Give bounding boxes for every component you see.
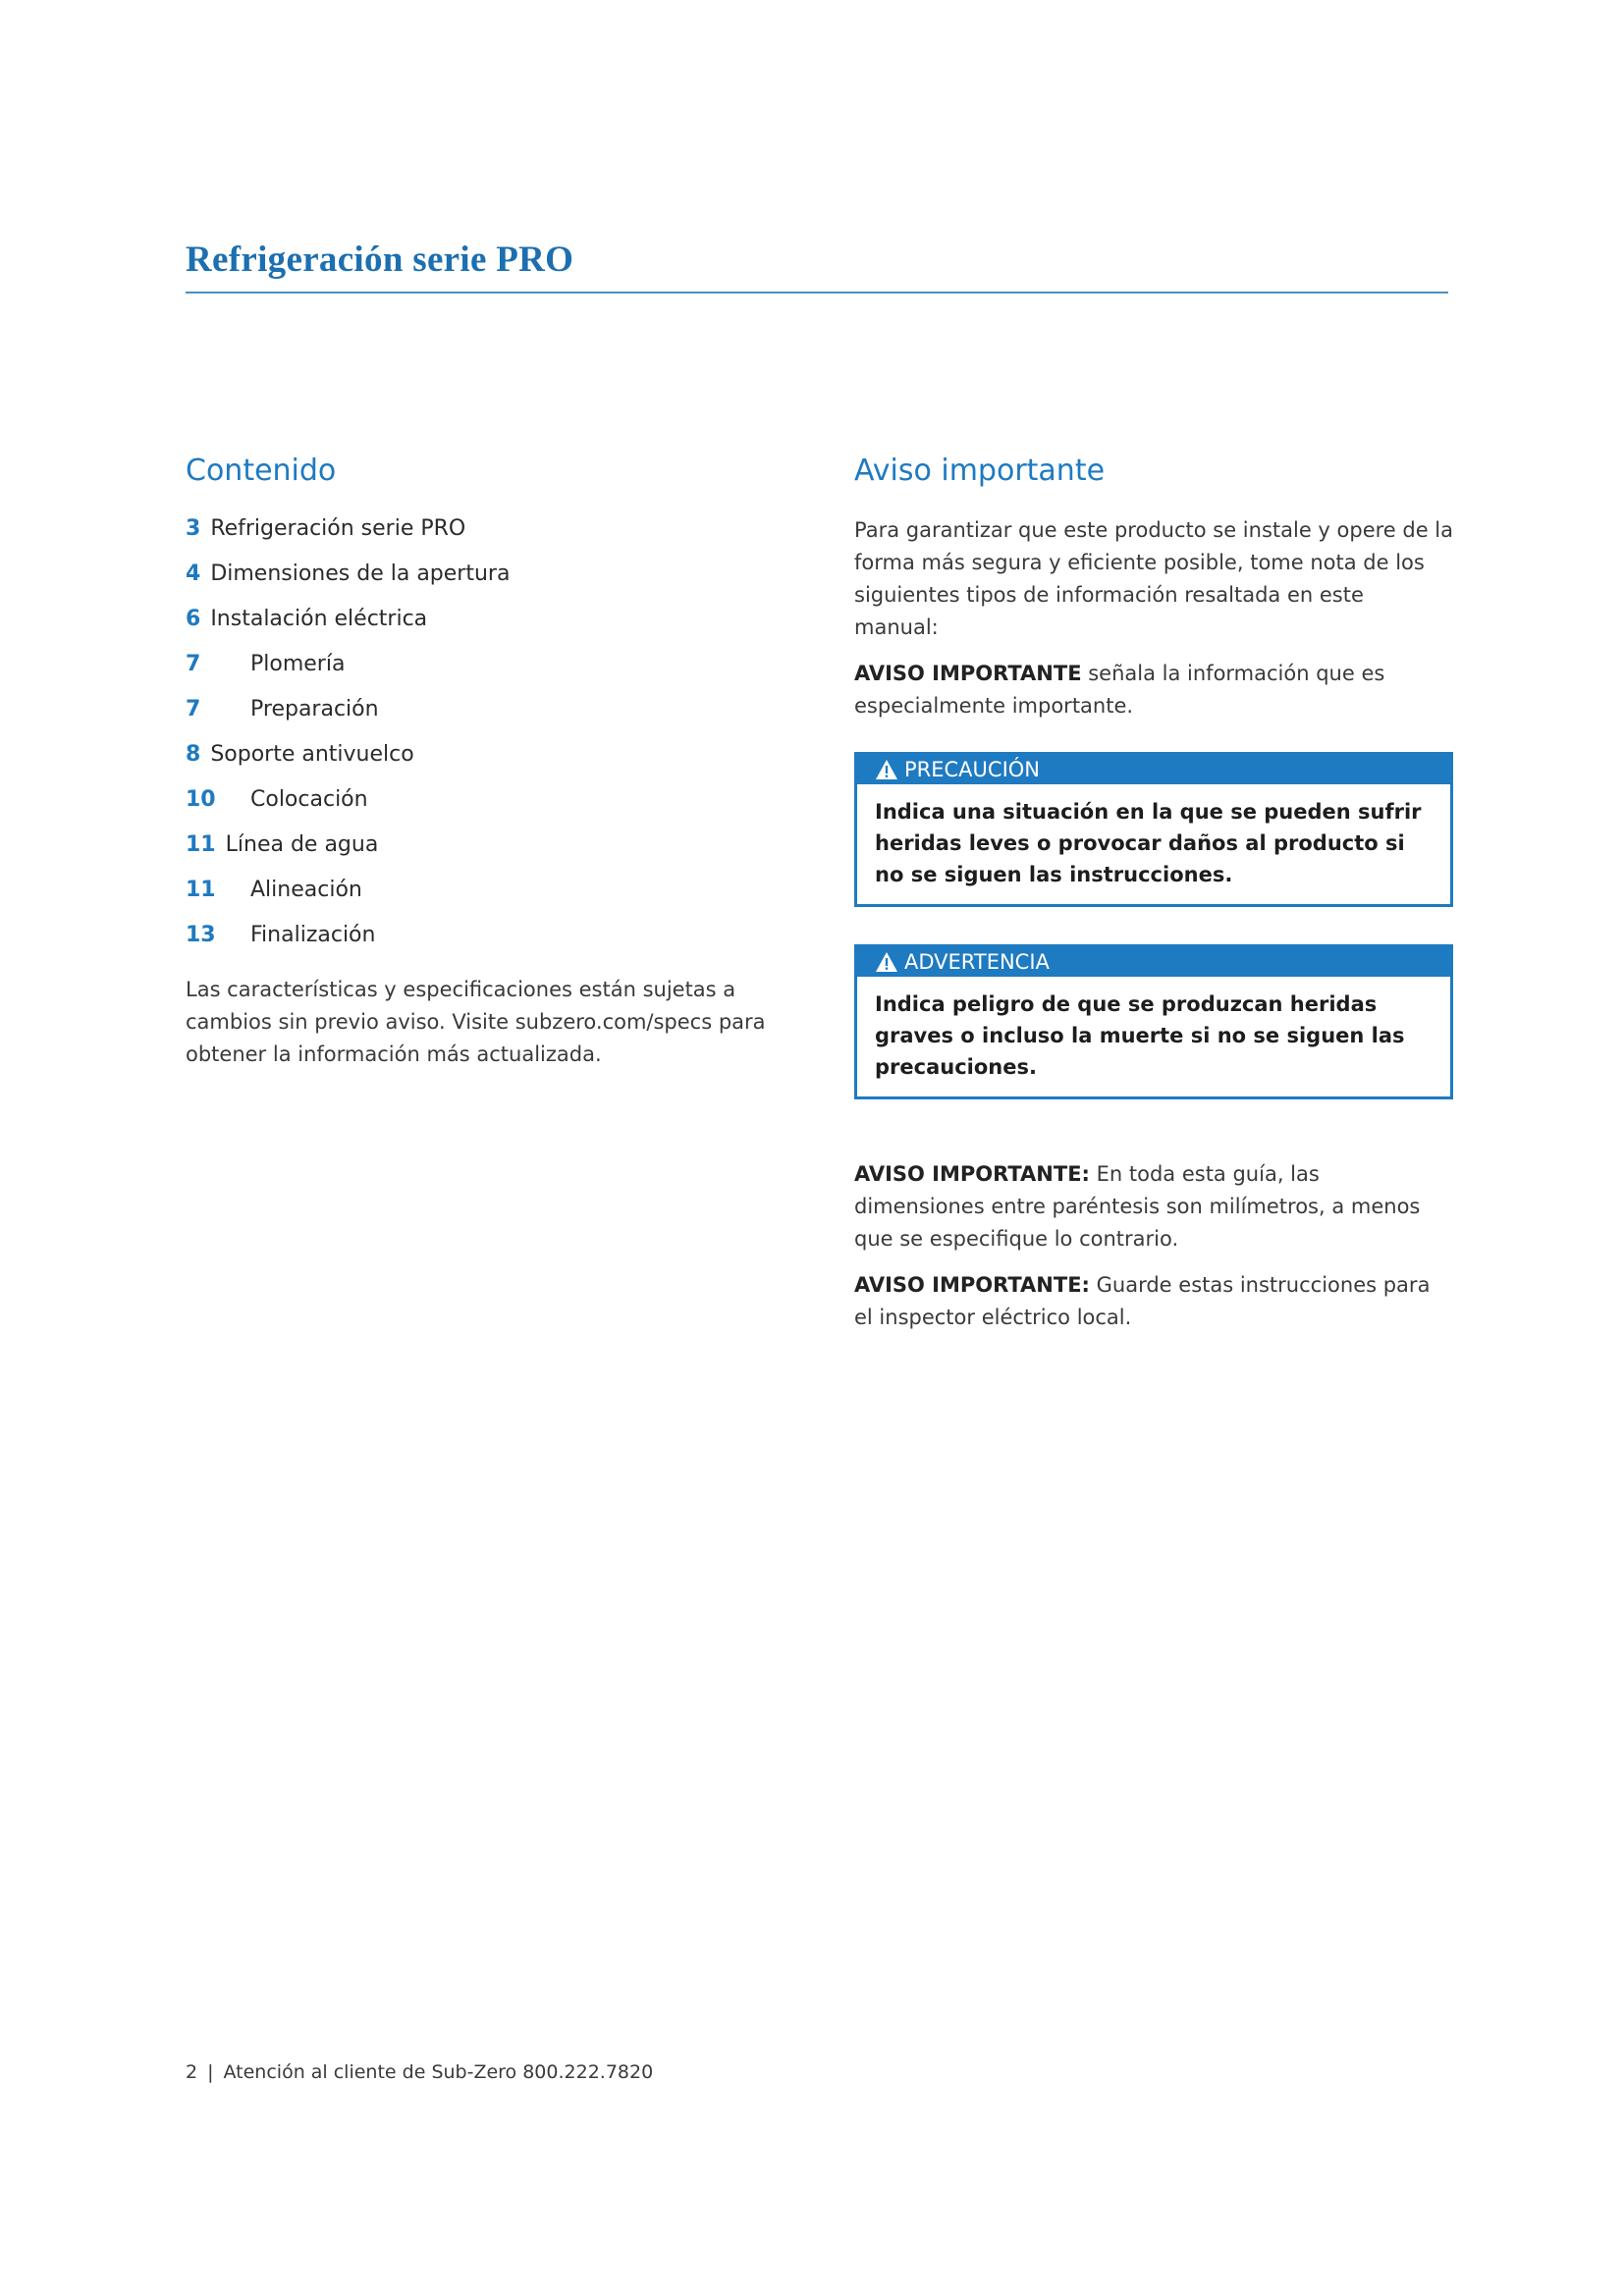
caution-box (854, 752, 1453, 907)
toc-item[interactable] (186, 650, 794, 695)
toc-page-number: 10 (186, 787, 216, 812)
toc-page-number: 7 (186, 697, 201, 721)
toc-label: Colocación (250, 787, 368, 812)
toc-item[interactable] (186, 605, 794, 650)
toc-page-number: 11 (186, 878, 216, 902)
toc-item[interactable] (186, 830, 794, 876)
specs-disclaimer: Las características y especificaciones están sujetas a cambios sin previo aviso. Visite subzero.com/specs para obtener la información más actualizada. (186, 978, 766, 1066)
footer-separator: | (207, 2061, 214, 2083)
toc-item[interactable] (186, 876, 794, 921)
toc-page-number: 4 (186, 561, 201, 586)
toc-page-number: 3 (186, 516, 201, 541)
toc-label: Instalación eléctrica (210, 607, 428, 631)
warning-triangle-icon (875, 759, 898, 780)
toc-label: Finalización (250, 923, 376, 947)
inspector-note (854, 1269, 1453, 1334)
warning-header (857, 947, 1450, 977)
toc-item[interactable] (186, 785, 794, 830)
notice-column (854, 452, 1453, 1348)
notice-definition (854, 658, 1453, 722)
toc-label: Alineación (250, 878, 362, 902)
toc-label: Dimensiones de la apertura (210, 561, 511, 586)
toc-list (186, 514, 794, 966)
toc-label: Línea de agua (225, 832, 379, 857)
notice-intro: Para garantizar que este producto se instale y opere de la forma más segura y eficiente posible, tome nota de los siguientes tipos de información resaltada en este manual: (854, 518, 1454, 639)
contents-heading: Contenido (186, 454, 337, 488)
aviso-text: señala la información que es especialmente importante. (854, 662, 1385, 718)
caution-header (857, 755, 1450, 784)
note-label: AVISO IMPORTANTE: (854, 1162, 1090, 1186)
page-footer (186, 2059, 653, 2085)
page-number: 2 (186, 2061, 198, 2083)
toc-page-number: 7 (186, 652, 201, 676)
aviso-label: AVISO IMPORTANTE (854, 662, 1082, 685)
warning-text: Indica peligro de que se produzcan heridas graves o incluso la muerte si no se siguen las precauciones. (875, 992, 1405, 1079)
warning-label: ADVERTENCIA (904, 950, 1050, 974)
toc-page-number: 11 (186, 832, 216, 857)
toc-item[interactable] (186, 695, 794, 740)
toc-page-number: 6 (186, 607, 201, 631)
note-text: Guarde estas instrucciones para el inspector eléctrico local. (854, 1273, 1431, 1329)
note-text: En toda esta guía, las dimensiones entre paréntesis son milímetros, a menos que se especifique lo contrario. (854, 1162, 1421, 1251)
toc-item[interactable] (186, 921, 794, 966)
toc-item[interactable] (186, 514, 794, 560)
caution-label: PRECAUCIÓN (904, 758, 1041, 781)
warning-box (854, 944, 1453, 1099)
note-label: AVISO IMPORTANTE: (854, 1273, 1090, 1297)
toc-item[interactable] (186, 560, 794, 605)
warning-triangle-icon (875, 951, 898, 973)
toc-label: Preparación (250, 697, 379, 721)
toc-page-number: 8 (186, 742, 201, 767)
dimensions-note (854, 1158, 1453, 1255)
toc-label: Plomería (250, 652, 346, 676)
notice-heading: Aviso importante (854, 454, 1106, 488)
toc-label: Refrigeración serie PRO (210, 516, 466, 541)
contents-column (186, 452, 794, 1092)
footer-contact: Atención al cliente de Sub-Zero 800.222.7820 (223, 2061, 654, 2083)
toc-label: Soporte antivuelco (210, 742, 414, 767)
caution-text: Indica una situación en la que se pueden sufrir heridas leves o provocar daños al producto si no se siguen las instrucciones. (875, 800, 1422, 886)
toc-item[interactable] (186, 740, 794, 785)
document-title: Refrigeración serie PRO (186, 233, 1448, 294)
toc-page-number: 13 (186, 923, 216, 947)
